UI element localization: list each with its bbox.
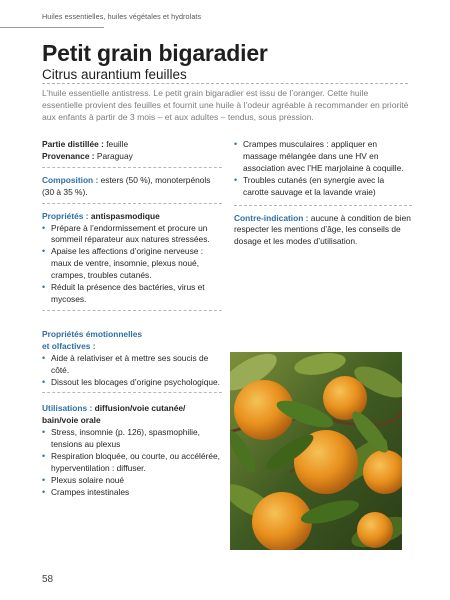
provenance-value: Paraguay [94, 150, 133, 161]
intro-paragraph: L’huile essentielle antistress. Le petit grain bigaradier est issu de l’oranger. Cette huile essentielle provient des feuilles et fournit une huile à l’odeur agréable à recommander en priorité aux enfants à partir de 3 mois – et aux adultes – tendus, sous pression. [42, 88, 409, 123]
properties-label: Propriétés : [42, 210, 89, 221]
orange-branch-illustration [230, 352, 402, 550]
emotional-label-line1: Propriétés émotionnelles [42, 328, 143, 339]
composition-label: Composition : [42, 174, 99, 185]
uses-continued-list [234, 139, 412, 206]
list-item: • Prépare à l’endormissement et procure un sommeil réparateur aux natures stressées. [42, 223, 222, 247]
list-item: • Troubles cutanés (en synergie avec la carotte sauvage et la lavande vraie) [234, 175, 412, 199]
header-rule [0, 27, 104, 28]
running-head: Huiles essentielles, huiles végétales et hydrolats [42, 12, 202, 21]
uses-block [42, 401, 222, 498]
page-title: Petit grain bigaradier [42, 40, 268, 66]
uses-value-line1: diffusion/voie cutanée/ [92, 403, 186, 414]
uses-list [42, 427, 222, 498]
list-item: • Dissout les blocages d’origine psychologique. [42, 377, 222, 389]
distilled-part-label: Partie distillée : [42, 139, 104, 149]
uses-label: Utilisations : [42, 403, 93, 414]
list-item: • Réduit la présence des bactéries, virus et mycoses. [42, 282, 222, 306]
left-column [42, 139, 222, 499]
list-item: • Respiration bloquée, ou courte, ou accélérée, hyperventilation : diffuser. [42, 451, 222, 475]
right-column [234, 139, 412, 248]
list-item: • Aide à relativiser et à mettre ses soucis de côté. [42, 353, 222, 377]
emotional-list [42, 353, 222, 389]
contraindication-value: aucune à condition de bien respecter les mentions d’âge, les conseils de dosage et les modes d’utilisation. [234, 212, 411, 247]
orange-fruit [357, 512, 393, 548]
list-item: • Crampes intestinales [42, 487, 222, 499]
uses-value-line2: bain/voie orale [42, 415, 101, 426]
list-item: • Stress, insomnie (p. 126), spasmophilie, tensions au plexus [42, 427, 222, 451]
list-item: • Crampes musculaires : appliquer en massage mélangée dans une HV en association avec l’HE marjolaine à coquille. [234, 139, 412, 175]
properties-block [42, 211, 222, 311]
distilled-part-value: feuille [103, 139, 129, 149]
emotional-label-line2: et olfactives : [42, 340, 96, 351]
composition-block [42, 175, 222, 204]
provenance-label: Provenance : [42, 150, 95, 161]
origin-block [42, 139, 222, 168]
contraindication-block [234, 213, 412, 249]
composition-value: esters (50 %), monoterpénols (30 à 35 %). [42, 174, 211, 197]
contraindication-label: Contre-indication : [234, 212, 309, 223]
orange-tree-photo [230, 352, 402, 550]
emotional-block [42, 319, 222, 394]
properties-list [42, 223, 222, 306]
properties-value: antispasmodique [88, 210, 160, 221]
latin-name: Citrus aurantium feuilles [42, 67, 187, 82]
list-item: • Plexus solaire noué [42, 475, 222, 487]
page-number: 58 [42, 574, 54, 585]
subtitle-rule [42, 83, 408, 84]
list-item: • Apaise les affections d’origine nerveuse : maux de ventre, insomnie, plexus noué, crampes, troubles cutanés. [42, 246, 222, 282]
